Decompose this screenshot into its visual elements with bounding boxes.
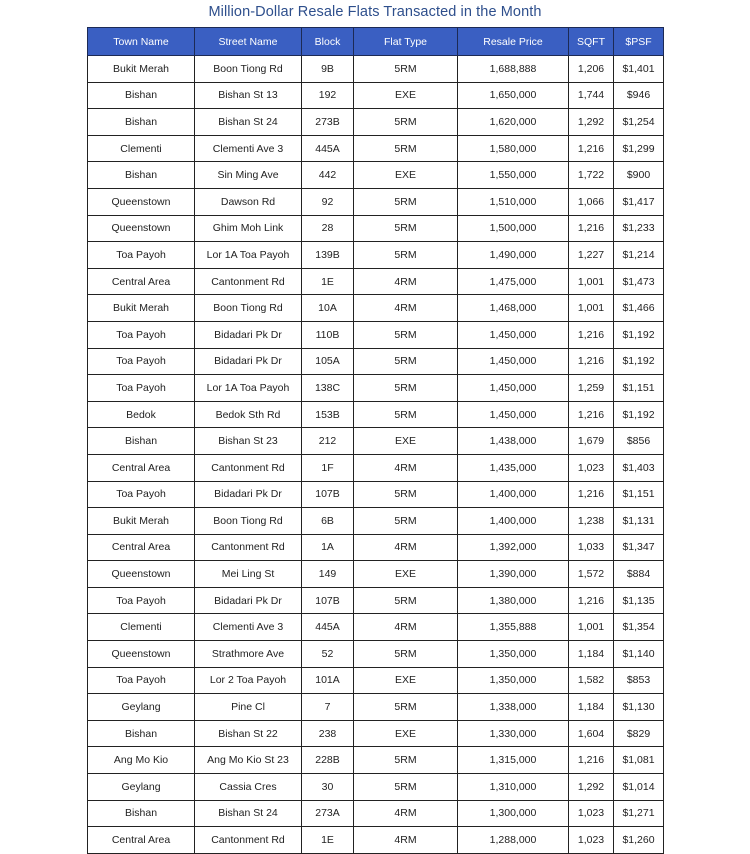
cell-town-name: Toa Payoh [88, 375, 195, 402]
cell-flat-type: 5RM [354, 508, 458, 535]
cell-street-name: Cantonment Rd [195, 454, 302, 481]
cell-town-name: Queenstown [88, 215, 195, 242]
cell-psf: $1,260 [614, 827, 664, 854]
cell-town-name: Clementi [88, 614, 195, 641]
table-row [88, 401, 664, 428]
cell-block: 1A [302, 534, 354, 561]
cell-sqft: 1,216 [569, 747, 614, 774]
cell-block: 1F [302, 454, 354, 481]
cell-block: 1E [302, 827, 354, 854]
cell-street-name: Clementi Ave 3 [195, 135, 302, 162]
cell-town-name: Clementi [88, 135, 195, 162]
cell-flat-type: EXE [354, 667, 458, 694]
cell-psf: $1,473 [614, 268, 664, 295]
cell-flat-type: 5RM [354, 242, 458, 269]
cell-psf: $1,151 [614, 375, 664, 402]
table-row [88, 56, 664, 83]
cell-sqft: 1,206 [569, 56, 614, 83]
cell-street-name: Lor 2 Toa Payoh [195, 667, 302, 694]
cell-flat-type: 5RM [354, 56, 458, 83]
cell-resale-price: 1,650,000 [458, 82, 569, 109]
cell-resale-price: 1,315,000 [458, 747, 569, 774]
cell-sqft: 1,216 [569, 348, 614, 375]
cell-sqft: 1,216 [569, 481, 614, 508]
cell-street-name: Mei Ling St [195, 561, 302, 588]
cell-block: 105A [302, 348, 354, 375]
table-row [88, 188, 664, 215]
cell-street-name: Lor 1A Toa Payoh [195, 375, 302, 402]
column-header-flat-type: Flat Type [354, 28, 458, 56]
cell-town-name: Toa Payoh [88, 587, 195, 614]
table-row [88, 827, 664, 854]
cell-sqft: 1,216 [569, 135, 614, 162]
cell-street-name: Cassia Cres [195, 774, 302, 801]
cell-town-name: Bishan [88, 720, 195, 747]
cell-psf: $1,214 [614, 242, 664, 269]
cell-flat-type: EXE [354, 561, 458, 588]
cell-street-name: Bishan St 24 [195, 800, 302, 827]
cell-flat-type: EXE [354, 720, 458, 747]
cell-town-name: Toa Payoh [88, 348, 195, 375]
cell-street-name: Pine Cl [195, 694, 302, 721]
cell-street-name: Boon Tiong Rd [195, 295, 302, 322]
resale-table [87, 27, 664, 854]
cell-sqft: 1,582 [569, 667, 614, 694]
cell-psf: $1,254 [614, 109, 664, 136]
header-row [88, 28, 664, 56]
table-row [88, 82, 664, 109]
table-row [88, 109, 664, 136]
cell-flat-type: 5RM [354, 747, 458, 774]
cell-street-name: Cantonment Rd [195, 268, 302, 295]
cell-block: 138C [302, 375, 354, 402]
cell-psf: $1,354 [614, 614, 664, 641]
table-row [88, 774, 664, 801]
cell-flat-type: 5RM [354, 321, 458, 348]
cell-street-name: Ghim Moh Link [195, 215, 302, 242]
table-row [88, 242, 664, 269]
cell-flat-type: 4RM [354, 295, 458, 322]
cell-town-name: Toa Payoh [88, 667, 195, 694]
cell-town-name: Bukit Merah [88, 508, 195, 535]
cell-block: 273A [302, 800, 354, 827]
cell-flat-type: 5RM [354, 109, 458, 136]
cell-street-name: Dawson Rd [195, 188, 302, 215]
cell-town-name: Queenstown [88, 641, 195, 668]
cell-psf: $946 [614, 82, 664, 109]
cell-resale-price: 1,438,000 [458, 428, 569, 455]
cell-psf: $1,347 [614, 534, 664, 561]
cell-psf: $1,417 [614, 188, 664, 215]
cell-resale-price: 1,500,000 [458, 215, 569, 242]
table-row [88, 295, 664, 322]
cell-sqft: 1,227 [569, 242, 614, 269]
table-row [88, 215, 664, 242]
cell-street-name: Boon Tiong Rd [195, 508, 302, 535]
cell-resale-price: 1,475,000 [458, 268, 569, 295]
cell-sqft: 1,292 [569, 774, 614, 801]
cell-resale-price: 1,450,000 [458, 401, 569, 428]
cell-street-name: Sin Ming Ave [195, 162, 302, 189]
cell-psf: $884 [614, 561, 664, 588]
cell-street-name: Bidadari Pk Dr [195, 321, 302, 348]
cell-resale-price: 1,435,000 [458, 454, 569, 481]
cell-town-name: Central Area [88, 268, 195, 295]
cell-sqft: 1,033 [569, 534, 614, 561]
cell-psf: $1,403 [614, 454, 664, 481]
cell-flat-type: 5RM [354, 694, 458, 721]
table-row [88, 641, 664, 668]
cell-resale-price: 1,580,000 [458, 135, 569, 162]
cell-resale-price: 1,490,000 [458, 242, 569, 269]
cell-block: 92 [302, 188, 354, 215]
cell-resale-price: 1,468,000 [458, 295, 569, 322]
cell-resale-price: 1,620,000 [458, 109, 569, 136]
cell-sqft: 1,216 [569, 321, 614, 348]
cell-sqft: 1,572 [569, 561, 614, 588]
cell-block: 107B [302, 587, 354, 614]
cell-resale-price: 1,550,000 [458, 162, 569, 189]
cell-block: 228B [302, 747, 354, 774]
cell-block: 238 [302, 720, 354, 747]
cell-block: 442 [302, 162, 354, 189]
cell-town-name: Bishan [88, 109, 195, 136]
table-row [88, 454, 664, 481]
cell-flat-type: EXE [354, 162, 458, 189]
cell-sqft: 1,604 [569, 720, 614, 747]
cell-block: 212 [302, 428, 354, 455]
cell-psf: $1,233 [614, 215, 664, 242]
cell-block: 273B [302, 109, 354, 136]
cell-block: 6B [302, 508, 354, 535]
cell-town-name: Toa Payoh [88, 321, 195, 348]
cell-sqft: 1,216 [569, 401, 614, 428]
cell-street-name: Bishan St 22 [195, 720, 302, 747]
table-row [88, 321, 664, 348]
cell-town-name: Geylang [88, 694, 195, 721]
cell-psf: $1,271 [614, 800, 664, 827]
cell-flat-type: 5RM [354, 188, 458, 215]
cell-street-name: Clementi Ave 3 [195, 614, 302, 641]
cell-flat-type: EXE [354, 428, 458, 455]
cell-sqft: 1,679 [569, 428, 614, 455]
cell-resale-price: 1,400,000 [458, 508, 569, 535]
column-header-town-name: Town Name [88, 28, 195, 56]
cell-psf: $1,192 [614, 401, 664, 428]
table-header [88, 28, 664, 56]
cell-resale-price: 1,300,000 [458, 800, 569, 827]
cell-sqft: 1,023 [569, 827, 614, 854]
table-row [88, 614, 664, 641]
column-header-resale-price: Resale Price [458, 28, 569, 56]
cell-psf: $829 [614, 720, 664, 747]
cell-town-name: Geylang [88, 774, 195, 801]
cell-block: 1E [302, 268, 354, 295]
cell-block: 445A [302, 135, 354, 162]
column-header-sqft: SQFT [569, 28, 614, 56]
cell-resale-price: 1,338,000 [458, 694, 569, 721]
cell-resale-price: 1,330,000 [458, 720, 569, 747]
cell-psf: $1,192 [614, 321, 664, 348]
cell-block: 139B [302, 242, 354, 269]
cell-sqft: 1,066 [569, 188, 614, 215]
cell-psf: $1,014 [614, 774, 664, 801]
cell-town-name: Bishan [88, 162, 195, 189]
cell-sqft: 1,744 [569, 82, 614, 109]
cell-sqft: 1,292 [569, 109, 614, 136]
cell-town-name: Bishan [88, 82, 195, 109]
cell-sqft: 1,238 [569, 508, 614, 535]
cell-sqft: 1,184 [569, 641, 614, 668]
cell-town-name: Toa Payoh [88, 242, 195, 269]
cell-block: 445A [302, 614, 354, 641]
cell-psf: $1,140 [614, 641, 664, 668]
cell-sqft: 1,184 [569, 694, 614, 721]
cell-sqft: 1,001 [569, 268, 614, 295]
cell-street-name: Boon Tiong Rd [195, 56, 302, 83]
table-row [88, 375, 664, 402]
cell-sqft: 1,216 [569, 587, 614, 614]
cell-psf: $1,466 [614, 295, 664, 322]
cell-town-name: Bedok [88, 401, 195, 428]
cell-street-name: Ang Mo Kio St 23 [195, 747, 302, 774]
cell-flat-type: 5RM [354, 348, 458, 375]
cell-psf: $1,131 [614, 508, 664, 535]
cell-street-name: Bedok Sth Rd [195, 401, 302, 428]
cell-block: 153B [302, 401, 354, 428]
cell-flat-type: 4RM [354, 268, 458, 295]
column-header-block: Block [302, 28, 354, 56]
cell-flat-type: 5RM [354, 401, 458, 428]
cell-town-name: Queenstown [88, 561, 195, 588]
cell-sqft: 1,001 [569, 295, 614, 322]
cell-resale-price: 1,392,000 [458, 534, 569, 561]
cell-flat-type: 4RM [354, 454, 458, 481]
table-body [88, 56, 664, 854]
cell-resale-price: 1,400,000 [458, 481, 569, 508]
cell-block: 149 [302, 561, 354, 588]
cell-block: 10A [302, 295, 354, 322]
table-row [88, 162, 664, 189]
cell-sqft: 1,259 [569, 375, 614, 402]
cell-street-name: Lor 1A Toa Payoh [195, 242, 302, 269]
cell-psf: $900 [614, 162, 664, 189]
cell-street-name: Bishan St 23 [195, 428, 302, 455]
cell-flat-type: 5RM [354, 587, 458, 614]
cell-street-name: Bishan St 13 [195, 82, 302, 109]
table-row [88, 747, 664, 774]
cell-psf: $853 [614, 667, 664, 694]
cell-resale-price: 1,450,000 [458, 321, 569, 348]
cell-block: 9B [302, 56, 354, 83]
cell-flat-type: 5RM [354, 215, 458, 242]
cell-town-name: Central Area [88, 454, 195, 481]
cell-block: 52 [302, 641, 354, 668]
cell-street-name: Strathmore Ave [195, 641, 302, 668]
cell-flat-type: 5RM [354, 774, 458, 801]
cell-resale-price: 1,310,000 [458, 774, 569, 801]
cell-block: 110B [302, 321, 354, 348]
table-row [88, 667, 664, 694]
cell-resale-price: 1,450,000 [458, 375, 569, 402]
cell-resale-price: 1,688,888 [458, 56, 569, 83]
cell-flat-type: EXE [354, 82, 458, 109]
cell-psf: $1,130 [614, 694, 664, 721]
table-row [88, 268, 664, 295]
cell-psf: $856 [614, 428, 664, 455]
table-row [88, 508, 664, 535]
cell-sqft: 1,023 [569, 454, 614, 481]
cell-psf: $1,135 [614, 587, 664, 614]
table-row [88, 561, 664, 588]
table-row [88, 135, 664, 162]
table-row [88, 348, 664, 375]
cell-sqft: 1,023 [569, 800, 614, 827]
column-header-street-name: Street Name [195, 28, 302, 56]
cell-psf: $1,081 [614, 747, 664, 774]
page-title: Million-Dollar Resale Flats Transacted in the Month [208, 4, 542, 20]
cell-resale-price: 1,450,000 [458, 348, 569, 375]
cell-flat-type: 5RM [354, 481, 458, 508]
cell-street-name: Bishan St 24 [195, 109, 302, 136]
cell-flat-type: 5RM [354, 641, 458, 668]
cell-flat-type: 5RM [354, 135, 458, 162]
cell-resale-price: 1,350,000 [458, 641, 569, 668]
cell-flat-type: 4RM [354, 800, 458, 827]
cell-flat-type: 4RM [354, 827, 458, 854]
cell-block: 192 [302, 82, 354, 109]
cell-psf: $1,151 [614, 481, 664, 508]
cell-resale-price: 1,355,888 [458, 614, 569, 641]
cell-town-name: Ang Mo Kio [88, 747, 195, 774]
table-row [88, 694, 664, 721]
cell-block: 107B [302, 481, 354, 508]
table-row [88, 428, 664, 455]
cell-flat-type: 5RM [354, 375, 458, 402]
cell-sqft: 1,216 [569, 215, 614, 242]
cell-psf: $1,299 [614, 135, 664, 162]
cell-town-name: Central Area [88, 534, 195, 561]
cell-sqft: 1,722 [569, 162, 614, 189]
cell-town-name: Bishan [88, 428, 195, 455]
cell-town-name: Bukit Merah [88, 56, 195, 83]
table-row [88, 720, 664, 747]
cell-block: 101A [302, 667, 354, 694]
cell-psf: $1,401 [614, 56, 664, 83]
cell-street-name: Bidadari Pk Dr [195, 481, 302, 508]
cell-block: 28 [302, 215, 354, 242]
cell-town-name: Toa Payoh [88, 481, 195, 508]
table-row [88, 481, 664, 508]
table-row [88, 587, 664, 614]
cell-flat-type: 4RM [354, 614, 458, 641]
cell-block: 30 [302, 774, 354, 801]
cell-street-name: Bidadari Pk Dr [195, 587, 302, 614]
cell-town-name: Central Area [88, 827, 195, 854]
column-header-psf: $PSF [614, 28, 664, 56]
cell-town-name: Bukit Merah [88, 295, 195, 322]
cell-street-name: Cantonment Rd [195, 534, 302, 561]
cell-street-name: Cantonment Rd [195, 827, 302, 854]
cell-resale-price: 1,350,000 [458, 667, 569, 694]
cell-resale-price: 1,510,000 [458, 188, 569, 215]
table-row [88, 534, 664, 561]
cell-block: 7 [302, 694, 354, 721]
cell-town-name: Bishan [88, 800, 195, 827]
cell-resale-price: 1,380,000 [458, 587, 569, 614]
cell-flat-type: 4RM [354, 534, 458, 561]
cell-town-name: Queenstown [88, 188, 195, 215]
cell-resale-price: 1,390,000 [458, 561, 569, 588]
table-row [88, 800, 664, 827]
cell-resale-price: 1,288,000 [458, 827, 569, 854]
cell-psf: $1,192 [614, 348, 664, 375]
cell-sqft: 1,001 [569, 614, 614, 641]
cell-street-name: Bidadari Pk Dr [195, 348, 302, 375]
